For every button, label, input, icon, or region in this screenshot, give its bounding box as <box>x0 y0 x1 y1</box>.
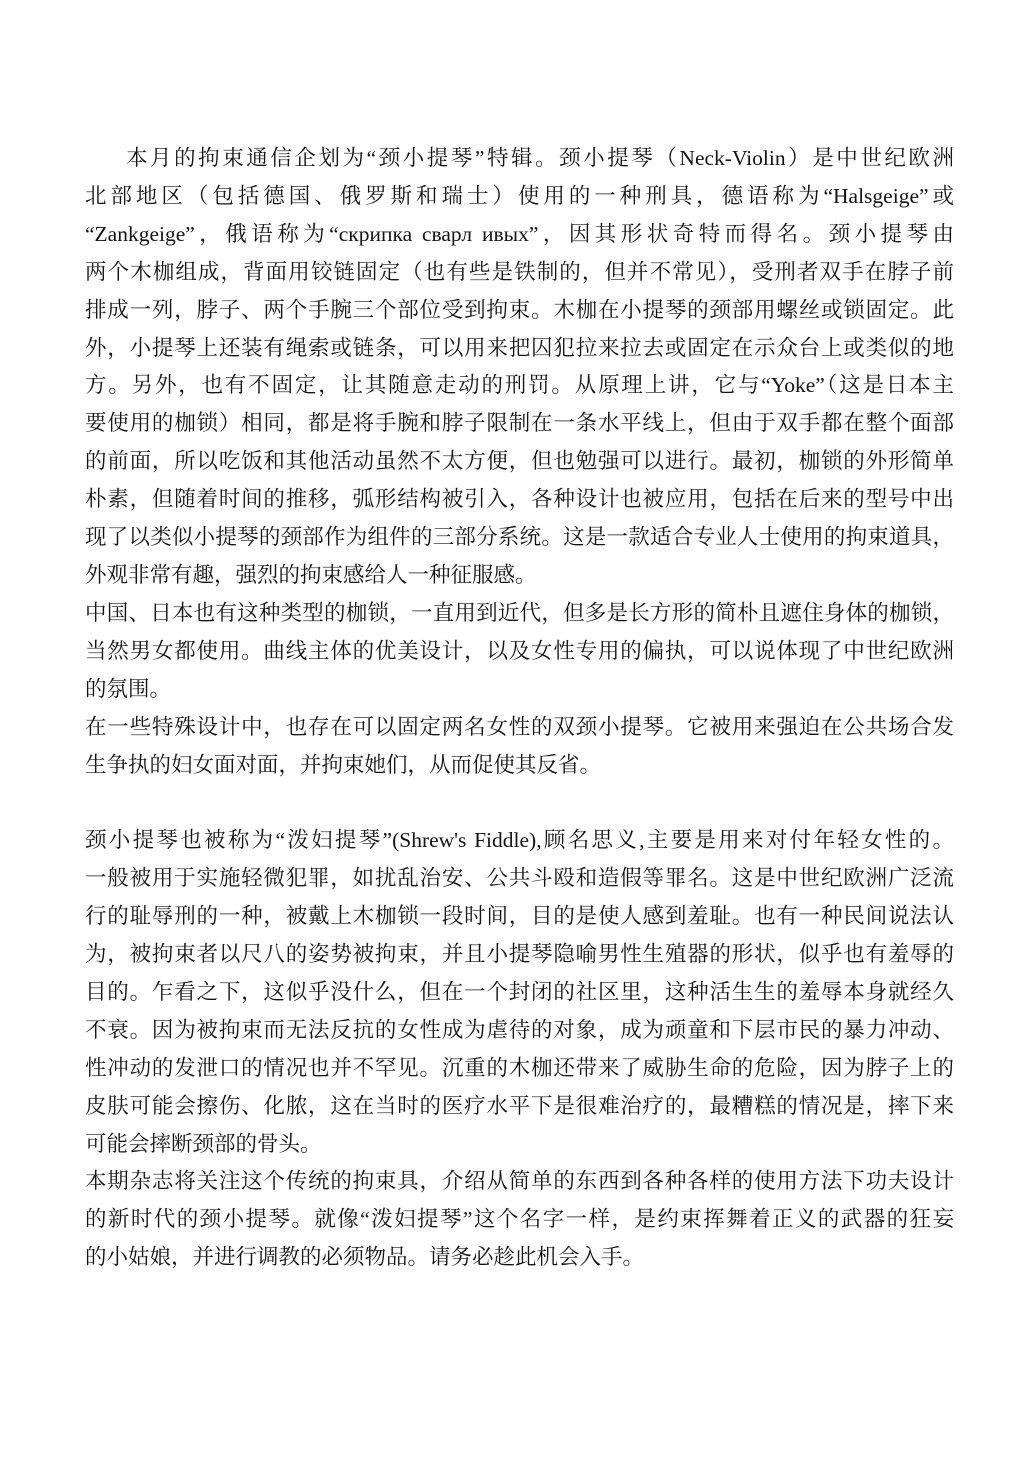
paragraph <box>85 595 954 709</box>
text-line: 的氛围。 <box>85 676 172 701</box>
paragraph <box>85 1163 954 1277</box>
text-line: 皮肤可能会擦伤、化脓，这在当时的医疗水平下是很难治疗的，最糟糕的情况是，摔下来 <box>85 1093 954 1118</box>
text-line: 行的耻辱刑的一种，被戴上木枷锁一段时间，目的是使人感到羞耻。也有一种民间说法认 <box>85 904 954 929</box>
text-line: “Zankgeige”，俄语称为“скрипка сварл ивых”，因其形状奇特而得名。颈小提琴由 <box>85 221 954 246</box>
text-line: 在一些特殊设计中，也存在可以固定两名女性的双颈小提琴。它被用来强迫在公共场合发 <box>85 714 954 739</box>
paragraph <box>85 709 954 785</box>
text-line: 为，被拘束者以尺八的姿势被拘束，并且小提琴隐喻男性生殖器的形状，似乎也有羞辱的 <box>85 942 954 967</box>
text-line: 外观非常有趣，强烈的拘束感给人一种征服感。 <box>85 562 537 587</box>
text-line: 目的。乍看之下，这似乎没什么，但在一个封闭的社区里，这种活生生的羞辱本身就经久 <box>85 979 954 1004</box>
text-line: 生争执的妇女面对面，并拘束她们，从而促使其反省。 <box>85 752 602 777</box>
text-line: 要使用的枷锁）相同，都是将手腕和脖子限制在一条水平线上，但由于双手都在整个面部 <box>85 411 954 436</box>
text-line: 排成一列，脖子、两个手腕三个部位受到拘束。木枷在小提琴的颈部用螺丝或锁固定。此 <box>85 297 954 322</box>
text-line: 外，小提琴上还装有绳索或链条，可以用来把囚犯拉来拉去或固定在示众台上或类似的地 <box>85 335 954 360</box>
text-line: 颈小提琴也被称为“泼妇提琴”(Shrew's Fiddle),顾名思义,主要是用来对付年轻女性的。 <box>85 828 954 853</box>
text-line: 的新时代的颈小提琴。就像“泼妇提琴”这个名字一样，是约束挥舞着正义的武器的狂妄 <box>85 1207 954 1232</box>
text-line: 的小姑娘，并进行调教的必须物品。请务必趁此机会入手。 <box>85 1245 645 1270</box>
text-line: 的前面，所以吃饭和其他活动虽然不太方便，但也勉强可以进行。最初，枷锁的外形简单 <box>85 449 954 474</box>
text-line: 中国、日本也有这种类型的枷锁，一直用到近代，但多是长方形的简朴且遮住身体的枷锁， <box>85 600 954 625</box>
text-line: 当然男女都使用。曲线主体的优美设计，以及女性专用的偏执，可以说体现了中世纪欧洲 <box>85 638 954 663</box>
text-line: 性冲动的发泄口的情况也并不罕见。沉重的木枷还带来了威胁生命的危险，因为脖子上的 <box>85 1055 954 1080</box>
text-line: 本月的拘束通信企划为“颈小提琴”特辑。颈小提琴（Neck-Violin）是中世纪欧洲 <box>126 146 954 170</box>
text-line: 方。另外，也有不固定，让其随意走动的刑罚。从原理上讲，它与“Yoke”（这是日本主 <box>85 373 954 398</box>
text-line: 两个木枷组成，背面用铰链固定（也有些是铁制的，但并不常见），受刑者双手在脖子前 <box>85 259 954 284</box>
text-line: 北部地区（包括德国、俄罗斯和瑞士）使用的一种刑具，德语称为“Halsgeige”或 <box>85 183 954 208</box>
paragraph <box>85 822 954 1163</box>
text-line: 可能会摔断颈部的骨头。 <box>85 1131 322 1156</box>
text-line: 现了以类似小提琴的颈部作为组件的三部分系统。这是一款适合专业人士使用的拘束道具， <box>85 525 954 550</box>
text-line: 朴素，但随着时间的推移，弧形结构被引入，各种设计也被应用，包括在后来的型号中出 <box>85 487 954 512</box>
paragraph <box>85 140 954 595</box>
text-line: 不衰。因为被拘束而无法反抗的女性成为虐待的对象，成为顽童和下层市民的暴力冲动、 <box>85 1017 954 1042</box>
text-line: 本期杂志将关注这个传统的拘束具，介绍从简单的东西到各种各样的使用方法下功夫设计 <box>85 1169 954 1194</box>
article-text <box>85 140 954 1277</box>
text-line: 一般被用于实施轻微犯罪，如扰乱治安、公共斗殴和造假等罪名。这是中世纪欧洲广泛流 <box>85 866 954 891</box>
paragraph-spacer <box>85 784 954 822</box>
